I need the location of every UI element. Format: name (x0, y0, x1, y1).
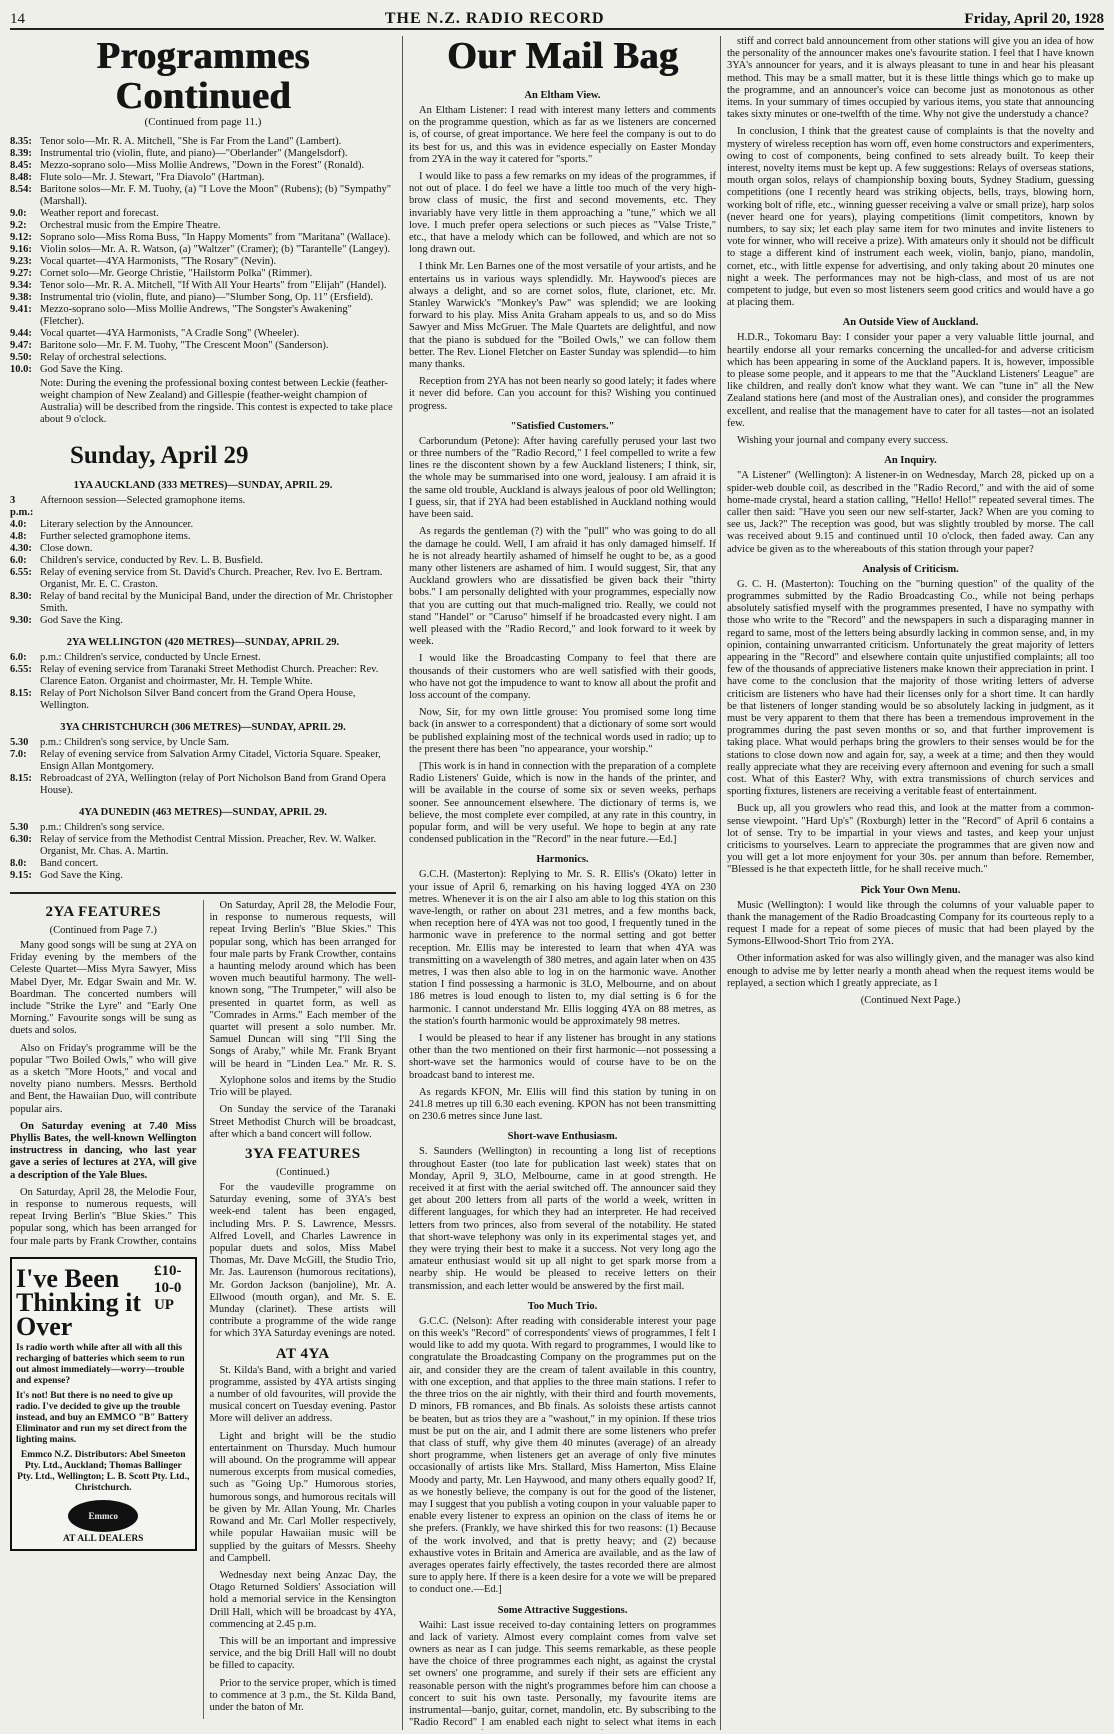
programme-item: Mezzo-soprano solo—Miss Mollie Andrews, "Down in the Forest" (Ronald). (40, 160, 365, 171)
programme-time: 9.38: (10, 292, 32, 303)
programme-row (10, 531, 396, 543)
letter-paragraph: As regards KFON, Mr. Ellis will find this station by tuning in on 241.8 metres up till 6.30 each evening. KPON has not been transmitting on 230.6 metres since June last. (409, 1086, 716, 1123)
programme-time: 9.0: (10, 208, 27, 219)
programme-item: Further selected gramophone items. (40, 531, 191, 542)
letter-heading: Some Attractive Suggestions. (497, 1604, 628, 1616)
programme-row (10, 304, 396, 328)
programme-item: Close down. (40, 543, 93, 554)
station-heading: 3YA CHRISTCHURCH (306 METRES)—SUNDAY, APRIL 29. (60, 722, 346, 733)
programmes-continued: (Continued from page 11.) (144, 116, 262, 128)
letter-paragraph: Other information asked for was also willingly given, and the manager was also kind enough to advise me by letter nearly a month ahead when the request items would be replayed, a section which I greatly appreciate, as I (727, 953, 1094, 989)
programme-time: 8.0: (10, 858, 27, 869)
letter-paragraph: [This work is in hand in connection with the preparation of a complete Radio Listeners' Guide, which is now in the hands of the printer, and will be available in the course of some six or seven weeks, perhaps sooner. See announcement elsewhere. The dictionary of terms is, we believe, the most complete ever compiled, at any rate in this country, in popular form, and will be very useful. We hope to begin at any rate condensed publication in the "Record" in the near future.—Ed.] (409, 760, 716, 846)
programme-time: 10.0: (10, 364, 32, 375)
programmes-column (10, 36, 396, 1730)
programme-item: Cornet solo—Mr. George Christie, "Hailstorm Polka" (Rimmer). (40, 268, 313, 279)
programme-item: Tenor solo—Mr. R. A. Mitchell, "If With All Your Hearts" from "Elijah" (Handel). (40, 280, 387, 291)
station-heading: 1YA AUCKLAND (333 METRES)—SUNDAY, APRIL 29. (73, 480, 333, 491)
programme-row (10, 256, 396, 268)
programme-item: Relay of orchestral selections. (40, 352, 167, 363)
page-number: 14 (10, 11, 25, 27)
programme-row (10, 543, 396, 555)
letter-paragraph: In conclusion, I think that the greatest cause of complaints is that the novelty and mystery of wireless reception has worn off, even home constructors and experimenters, owing to cost of components, being confined to sets already built. To keep their interest, novelty items must be kept up. A few suggestions: Relays of overseas stations, mouth organ solos, relays of championship boxing bouts, Sydney Stadium, guessing competitions (one I recently heard was striking objects, bells, trays, blowing horn, working bolt of rifle, etc., winning guesser receiving a valve or small prize), harp solos (never heard one for years), playing competitions (limit competitors, known by numbers, to say six; let each play same item for two minutes and invite listeners to vote for winner, who will receive a prize). With amateurs only it should not be difficult to stage a different kind of instrument each week, violin, banjo, piano, mandolin, cornet, etc., with little expense for advertising, and only taking about 20 minutes one night a week. The performances may not be high-class, and most of us are not competent to judge, but even so most listeners seem good critics and would have a go at placing them. (727, 126, 1094, 309)
letter-paragraph: G.C.C. (Nelson): After reading with considerable interest your page on this week's "Record" of correspondents' views of programmes, I felt I would like to add my quota. With regard to programmes, I would like to congratulate the Broadcasting Company on the programmes put on the air, and consider they are the cream of talent available in this country, with one exception, and that applies to the three main stations. I refer to the three trios on the air nightly, with their third and fourth movements, D minors, FB romances, and Bb finals. As soloists these artists cannot be beaten, but as trios they are a "washout," in my opinion. If these trios must be put on the air, and I admit there are some listeners who prefer that class of stuff, why give them 40 minutes (average) of an already short programme, when listeners get an average of only five minutes occasionally of artists like Mrs. Stallard, Miss Hamerton, Miss Elaine Moody and party, Mr. Len Haywood, and many others equally good? If, as we honestly believe, the company is out for the good of the listener, may I suggest that you publish a voting coupon in your valuable paper to enable every listener to express an opinion on the class of items he or she prefers. (Frankly, we have shirked this for two reasons: (1) Because of the work involved, and that is pretty heavy; and (2) because exhaustive votes in Britain and America are available, and as the law of averages operates fairly effectively, the tastes recorded there are almost sure to apply here. If there is a keen desire for a vote we will be prepared to conduct one.—Ed.] (409, 1315, 716, 1596)
station-programme (10, 822, 396, 882)
mailbag-column-2 (720, 36, 1094, 1730)
programme-row (10, 244, 396, 256)
saturday-programme (10, 136, 396, 376)
station-programme (10, 652, 396, 712)
programme-row (10, 208, 396, 220)
programme-item: Weather report and forecast. (40, 208, 159, 219)
letter-paragraph: Reception from 2YA has not been nearly so good lately; it fades where it never did before. Can you account for this? Wishing you continued progress. (409, 376, 716, 412)
programme-item: Relay of evening service from Taranaki Street Methodist Church. Preacher: Rev. Clarence Eaton. Organist and choirmaster, Mr. H. Temple White. (40, 664, 379, 687)
programme-time: 4.30: (10, 543, 32, 554)
letter-paragraph: Wishing your journal and company every success. (737, 435, 948, 447)
paragraph: On Saturday, April 28, the Melodie Four, in response to numerous requests, will repeat Irving Berlin's "Blue Skies." This popular song, which has been arranged for four male parts by Frank Crowther, contains a haunting melody around which has been woven much beautiful harmony. The well-known song, "The Trumpeter," will also be presented in quartet form, as well as "Comrades in Arms." Each member of the quartet will present a solo number. Mr. Samuel Duncan will sing "I'll Sing the Songs of Araby," while Mr. Frank Bryant will be heard in "Linden Lea." Mr. R. S. (209, 900, 396, 1070)
programme-item: p.m.: Children's song service, by Uncle Sam. (40, 737, 230, 748)
paragraph: Prior to the service proper, which is timed to commence at 3 p.m., the St. Kilda Band, under the baton of Mr. (209, 1677, 396, 1713)
advert-distributors: Emmco N.Z. Distributors: Abel Smeeton Pty. Ltd., Auckland; Thomas Ballinger Pty. Ltd., Wellington; L. B. Scott Pty. Ltd., Christchurch. (17, 1449, 190, 1493)
letter-heading: Pick Your Own Menu. (860, 884, 961, 896)
programme-time: 4.0: (10, 519, 27, 530)
paragraph: For the vaudeville programme on Saturday evening, some of 3YA's best week-end talent has been engaged, including Mrs. P. S. Lawrence, Messrs. Alfred Lovell, and Charles Lawrence in popular duets and solos, Miss Mabel Thomas, Mr. Dave McGill, the Studio Trio, Mr. Jas. Laurenson (humorous recitations), Mr. Gordon Jackson (banjoline), Mr. A. Ellwood (mouth organ), and Mr. S. E. Munday (clarinet). These artists will contribute a programme of the wide range for which 3YA Saturday evenings are noted. (209, 1182, 396, 1340)
at-4ya-title: AT 4YA (275, 1345, 330, 1362)
programme-row (10, 364, 396, 376)
mailbag-column-1 (402, 36, 716, 1730)
programme-item: Vocal quartet—4YA Harmonists, "A Cradle Song" (Wheeler). (40, 328, 300, 339)
programme-time: 4.8: (10, 531, 27, 542)
programme-item: Literary selection by the Announcer. (40, 519, 194, 530)
advert-title: I've Been Thinking it Over (16, 1263, 142, 1341)
letter-paragraph: I would like the Broadcasting Company to feel that there are thousands of their customers who are well satisfied with their goods, who have not got the impudence to want to know all about the profit and loss account of the company. (409, 653, 716, 701)
programme-time: 9.30: (10, 615, 32, 626)
letter-heading: Analysis of Criticism. (862, 563, 959, 575)
programme-time: 9.41: (10, 304, 32, 315)
programme-item: Band concert. (40, 858, 99, 869)
programme-item: Flute solo—Mr. J. Stewart, "Fra Diavolo" (Hartman). (40, 172, 265, 183)
programme-item: Mezzo-soprano solo—Miss Mollie Andrews, "The Songster's Awakening" (Fletcher). (40, 304, 352, 327)
programme-row (10, 148, 396, 160)
letter-paragraph: I would be pleased to hear if any listener has brought in any stations other than the two mentioned on their first harmonic—not possessing a short-wave set the harmonics would of course have to be on the broadcast band to interest me. (409, 1033, 716, 1081)
letter-heading: An Inquiry. (884, 455, 937, 467)
programmes-title: Programmes Continued (96, 36, 310, 117)
programme-row (10, 280, 396, 292)
features-2ya-title: 2YA FEATURES (45, 904, 162, 920)
programme-row (10, 184, 396, 208)
mailbag-title: Our Mail Bag (446, 36, 679, 77)
programme-row (10, 495, 396, 519)
programme-row (10, 220, 396, 232)
programme-item: Orchestral music from the Empire Theatre. (40, 220, 221, 231)
letter-paragraph: Music (Wellington): I would like through the columns of your valuable paper to thank the management of the Radio Broadcasting Company for its courteous reply to a request I made for a repeat of some pieces of music that had been played by the Symons-Ellwood-Short Trio from 2YA. (727, 899, 1094, 948)
letter-paragraph: Waihi: Last issue received to-day containing letters on programmes and lack of variety. Almost every complaint comes from valve set owners as near as I can judge. This seems remarkable, as these people have the choice of three programmes each night, as against the crystal set owners' one programme, and surely if their sets are efficient any reasonable person with the night's programmes before him can choose a concert to suit his own taste. Personally, my favourite items are instrumental—banjo, guitar, cornet, mandolin, etc. By subscribing to the "Radio Record" I am enabled each night to select what items in each (409, 1619, 716, 1729)
programme-time: 6.0: (10, 652, 27, 663)
letter-paragraph: Carborundum (Petone): After having carefully perused your last two or three numbers of the "Radio Record," I feel compelled to write a few lines re the discontent shown by a few Auckland listeners; I think, sir, the whole may be summarised into one word, jealousy. I am afraid it is the same old trouble, Auckland is always jealous of poor old Wellington; I guess, sir, that if 2YA had been established in Auckland nothing would have been said. (409, 435, 716, 521)
paragraph: Light and bright will be the studio entertainment on Thursday. Much humour will abound. On the programme will appear numerous excerpts from musical comedies, such as "Going Up." Humorous stories, humorous songs, and humorous recitals will be given by Mr. Allan Young, Mr. Charles Rowand and Mr. Carl Moller respectively, while popular Hawaiian music will be supplied by the guitars of Messrs. Sheehy and Campbell. (209, 1430, 396, 1564)
programme-item: Baritone solo—Mr. F. M. Tuohy, "The Crescent Moon" (Sanderson). (40, 340, 329, 351)
programme-item: Vocal quartet—4YA Harmonists, "The Rosary" (Nevin). (40, 256, 277, 267)
letter-paragraph: stiff and correct bald announcement from other stations will give you an idea of how the personality of the announcer makes one's favourite station. I feel that I have known 3YA's announcer for years, and it is always pleasant to tune in and hear his pleasant method. This may be a small matter, but it is these little things which go to make up the programme, and an announcer's voice can become just as monotonous as other items. In your summary of times occupied by various items, you state that announcing takes sixty minutes or one-twelfth of the time. Why not give the understudy a chance? (727, 36, 1094, 121)
emmco-advert (10, 1257, 197, 1551)
features-area (10, 900, 396, 1719)
programme-item: Soprano solo—Miss Roma Buss, "In Happy Moments" from "Maritana" (Wallace). (40, 232, 391, 243)
letter-heading: Harmonics. (536, 854, 589, 866)
paragraph: Xylophone solos and items by the Studio Trio will be played. (209, 1075, 396, 1099)
advert-price: £10-10-0 UP (153, 1262, 182, 1313)
programme-item: p.m.: Children's service, conducted by Uncle Ernest. (40, 652, 261, 663)
letter-heading: Short-wave Enthusiasm. (507, 1131, 618, 1143)
programme-time: 9.34: (10, 280, 32, 291)
programme-time: 8.30: (10, 591, 32, 602)
programme-row (10, 172, 396, 184)
programme-row (10, 615, 396, 627)
programme-item: Children's service, conducted by Rev. L. B. Busfield. (40, 555, 263, 566)
programme-item: Relay of band recital by the Municipal Band, under the direction of Mr. Christopher Smith. (40, 591, 393, 614)
programme-time: 8.39: (10, 148, 32, 159)
programme-row (10, 232, 396, 244)
station-programme (10, 737, 396, 797)
programme-time: 9.16: (10, 244, 32, 255)
letter-paragraph: H.D.R., Tokomaru Bay: I consider your paper a very valuable little journal, and heartily endorse all your remarks concerning the uncalled-for and adverse criticism which has been appearing in some of the Auckland papers. It is, however, impossible to please some people, and it appears to me that the "Auckland Listeners' League" are like children, and really don't know what they want. We can "tune in" all the New Zealand stations here (and most of the Australian ones), and consider the programmes excellent, and realise that the management have to cater for all tastes—not an isolated few. (727, 332, 1094, 429)
paragraph: On Saturday, April 28, the Melodie Four, in response to numerous requests, will repeat Irving Berlin's "Blue Skies." This popular song, which has been arranged for four male parts by Frank Crowther, contains (10, 1186, 197, 1247)
letter-paragraph: G. C. H. (Masterton): Touching on the "burning question" of the quality of the programmes submitted by the Radio Broadcasting Co., while not being perhaps absolutely satisfied myself with the programmes presented, I have no sympathy with those who write to the "Record" and the newspapers in such a disparaging manner in regard to same, most of the letters being absurdly lacking in common sense, and, in my opinion, containing unwarranted criticism. Unfortunately the great majority of letters appearing in the "Record" and elsewhere contain quite unjustified complaints; all too few of the thousands of appreciative listeners make known their appreciation in print. I have come to the conclusion that the majority of those writing letters of adverse criticism are listeners who have had their licenses only for a short time. It can hardly be that listeners of longer standing would be so absolutely lacking in judgment, as it must be very apparent to them that there has been a tremendous improvement in the programmes during the past seven months or so, and that further improvement is taking place. What would perhaps bring the growlers to their senses would be for the stations to close down now and again for, say, a week at a time; and then they would really appreciate what they are receiving every afternoon and evening for such a small cost. What of this Easter? Why, with extra transmissions of church services and sporting fixtures, listeners are receiving a veritable feast of entertainment. (727, 578, 1094, 798)
sunday-title: Sunday, April 29 (70, 442, 249, 469)
programme-time: 5.30 (10, 822, 29, 833)
advert-dealers: AT ALL DEALERS (63, 1533, 144, 1544)
programme-row (10, 268, 396, 280)
letter-heading: "Satisfied Customers." (510, 420, 615, 432)
continued-next-page: (Continued Next Page.) (860, 995, 961, 1007)
programme-row (10, 664, 396, 688)
programme-row (10, 652, 396, 664)
mailbag-letters-continued (727, 36, 1094, 990)
letter-paragraph: G.C.H. (Masterton): Replying to Mr. S. R. Ellis's (Okato) letter in your issue of April 6, remarking on his having logged 4YA on 230 metres. Whenever it is on the air I also am able to log this station on this wave-length, or rather on about 231 metres, and a few months back, when reception here of 4YA was not too good, I frequently tuned in the harmonic wave in preference to the normal setting and got better reception. Mr. Ellis may be interested to learn that when 4YA was transmitting on a wavelength of 380 metres, and again later when on 435 metres, I was then also able to log in on the harmonic wave. Another station I find possessing a harmonic is 3LO, Melbourne, and on about 186 metres is loud enough to listen to, my dial setting is 6 for the harmonic. I cannot understand Mr. Ellis logging 4YA on 88 metres, as the station's fourth harmonic would be approximately 98 metres. (409, 869, 716, 1027)
paragraph: This will be an important and impressive service, and the big Drill Hall will no doubt be filled to capacity. (209, 1635, 396, 1672)
letter-paragraph: I think Mr. Len Barnes one of the most versatile of your artists, and he entertains us in various ways splendidly. Mr. Haywood's pieces are always a delight, and so are cornet solos, flute, clarionet, etc. Mr. Stanley Warwick's "Monkey's Paw" was splendid; we are looking forward to his play. Miss Anita Graham appeals to us, and so do Miss Sawyer and Miss McGruer. The Male Quartets are delightful, and now that the piano is subdued for the "Boiled Owls," we can follow them better. The Rev. Lionel Fletcher on Easter Sunday was splendid—to him many thanks. (409, 261, 716, 371)
masthead: THE N.Z. RADIO RECORD (384, 10, 605, 27)
section-divider (10, 892, 396, 894)
programme-row (10, 340, 396, 352)
features-3ya-title: 3YA FEATURES (244, 1146, 361, 1163)
programme-time: 8.48: (10, 172, 32, 183)
programme-row (10, 352, 396, 364)
programme-time: 8.35: (10, 136, 32, 147)
programme-row (10, 292, 396, 304)
features-2ya-continued: (Continued from Page 7.) (49, 925, 157, 936)
programme-item: God Save the King. (40, 870, 123, 881)
emmco-logo: Emmco (68, 1500, 138, 1532)
letter-paragraph: S. Saunders (Wellington) in recounting a long list of receptions throughout Easter (too late for publication last week) states that on Monday, April 9, 3LO, Melbourne, came in at good strength. He received it at first with the aerial switched off. The announcer said they get about 200 letters from all parts of the world a week, written in different languages, for which they had an interpreter. He had received letters from two princes, also from several of the notability. He stated that short-wave telephony was only in its experimental stages yet, and they were trying their best to make it a success. Not very long ago the amateur enthusiast would sit up all night to get spark morse from a nearby ship. He would be pleased to receive letters on their transmission, and each letter would be answered by the first mail. (409, 1146, 716, 1292)
programme-item: Relay of service from the Methodist Central Mission. Preacher, Rev. W. Walker. Organist, Mr. Chas. A. Martin. (40, 834, 377, 857)
features-right (203, 900, 397, 1719)
letter-heading: Too Much Trio. (527, 1300, 598, 1312)
programme-time: 6.0: (10, 555, 27, 566)
programme-item: Violin solos—Mr. A. R. Watson, (a) "Waltzer" (Cramer); (b) "Tarantelle" (Langey). (40, 244, 391, 255)
programme-time: 9.15: (10, 870, 32, 881)
programme-time: 8.45: (10, 160, 32, 171)
letter-heading: An Eltham View. (524, 90, 601, 101)
programme-time: 8.15: (10, 688, 32, 699)
letter-paragraph: Now, Sir, for my own little grouse: You promised some long time back (in answer to a correspondent) that a dictionary of some sort would be published explaining most of the technical words used in radio; up to the present there has been "no appearance, your worship." (409, 707, 716, 755)
station-heading: 4YA DUNEDIN (463 METRES)—SUNDAY, APRIL 29. (79, 807, 327, 818)
programme-item: Tenor solo—Mr. R. A. Mitchell, "She is Far From the Land" (Lambert). (40, 136, 342, 147)
programme-time: 9.50: (10, 352, 32, 363)
programme-row (10, 591, 396, 615)
letter-paragraph: Buck up, all you growlers who read this, and look at the matter from a common-sense viewpoint. "Hard Up's" (Roxburgh) letter in the "Record" of April 6 contains a lot of sense. Try to be impartial in your views and tastes, and keep your unjust criticisms to yourselves. Learn to appreciate the programmes that are given now and you will get a lot more enjoyment for your 30s. per annum than before. Remember, "Blessed is he that expecteth little, for he shall receive much." (727, 803, 1094, 876)
bold-paragraph: On Saturday evening at 7.40 Miss Phyllis Bates, the well-known Wellington instructress in dancing, who last year gave a series of lectures at 2YA, will give a description of the Yale Blues. (10, 1120, 197, 1181)
advert-body-2: It's not! But there is no need to give up radio. I've decided to give up the trouble instead, and buy an EMMCO "B" Battery Eliminator and run my set direct from the lighting mains. (16, 1390, 189, 1445)
features-left (10, 900, 197, 1719)
programme-time: 5.30 (10, 737, 29, 748)
sunday-stations (10, 480, 396, 882)
paragraph: On Sunday the service of the Taranaki Street Methodist Church will be broadcast, after which a band concert will follow. (209, 1104, 396, 1140)
programme-time: 3 p.m.: (10, 495, 34, 518)
programme-item: Relay of evening service from St. David's Church. Preacher, Rev. Ivo E. Bertram. Organist, Mr. E. C. Craston. (40, 567, 383, 590)
page-header (10, 4, 1104, 30)
programme-row (10, 822, 396, 834)
letter-paragraph: As regards the gentleman (?) with the "pull" who was going to do all the damage he could. Well, I am afraid it has only damaged himself. If he is not already heartily ashamed of himself he ought to be, as a good many other listeners are ashamed of him. I would suggest, Sir, that any Auckland growlers who are dissatisfied be given back their "thirty bobs." I am personally delighted with your programmes, especially now that you are cutting out that much-maligned trio. Really, we could not stand "Handel" or "Caruso" himself if he broadcasted every night. I am well pleased with the "Radio Record," and look forward to it week by week. (409, 526, 716, 648)
programme-row (10, 834, 396, 858)
programme-row (10, 773, 396, 797)
programme-item: God Save the King. (40, 615, 123, 626)
paragraph: Wednesday next being Anzac Day, the Otago Returned Soldiers' Association will hold a memorial service in the Kensington Drill Hall, which will be broadcast by 4YA, commencing at 2.45 p.m. (209, 1569, 396, 1630)
programme-time: 8.54: (10, 184, 32, 195)
programme-item: Afternoon session—Selected gramophone items. (40, 495, 246, 506)
programme-item: Instrumental trio (violin, flute, and piano)—"Slumber Song, Op. 11" (Ersfield). (40, 292, 374, 303)
issue-date: Friday, April 20, 1928 (964, 11, 1104, 27)
programme-item: Rebroadcast of 2YA, Wellington (relay of Port Nicholson Band from Grand Opera House). (40, 773, 386, 796)
features-3ya-continued: (Continued.) (276, 1167, 330, 1179)
programme-time: 9.12: (10, 232, 32, 243)
programme-item: p.m.: Children's song service. (40, 822, 165, 833)
programme-time: 9.27: (10, 268, 32, 279)
programme-row (10, 160, 396, 172)
station-heading: 2YA WELLINGTON (420 METRES)—SUNDAY, APRIL 29. (66, 637, 340, 648)
programme-item: Relay of evening service from Salvation Army Citadel, Victoria Square. Speaker, Ensign Allan Montgomery. (40, 749, 381, 772)
programme-row (10, 688, 396, 712)
programme-time: 9.44: (10, 328, 32, 339)
programme-time: 6.30: (10, 834, 32, 845)
programme-row (10, 567, 396, 591)
programme-time: 6.55: (10, 664, 32, 675)
programme-time: 6.55: (10, 567, 32, 578)
programme-item: God Save the King. (40, 364, 123, 375)
paragraph: Many good songs will be sung at 2YA on Friday evening by the members of the Celeste Quartet—Miss Myra Sawyer, Miss Mabel Dyer, Mr. Edgar Swain and Mr. W. Boardman. The concerted numbers will include "Strike the Lyre" and "Early One Morning." Favourite songs will be sung as duets and solos. (10, 940, 197, 1037)
station-programme (10, 495, 396, 627)
programme-time: 7.0: (10, 749, 27, 760)
programme-row (10, 858, 396, 870)
programme-time: 9.2: (10, 220, 27, 231)
letter-paragraph: "A Listener" (Wellington): A listener-in on Wednesday, March 28, picked up on a spider-web double coil, as described in the "Radio Record," and with the aid of some home-made crystal, heard a station calling, "Hello! Hello!" repeated several times. The caller then said: "Have you seen our new self-starter, Jack? When are you coming to see us, Jack?" The reception was good, but was slightly troubled by morse. The call was received about 9.15 and continued until 10 o'clock, then faded away. Can any advice be given as to the whereabouts of this station through your paper? (727, 470, 1094, 555)
programme-row (10, 870, 396, 882)
mailbag-letters (409, 90, 716, 1730)
programme-row (10, 519, 396, 531)
programme-time: 9.23: (10, 256, 32, 267)
programme-row (10, 737, 396, 749)
programme-item: Relay of Port Nicholson Silver Band concert from the Grand Opera House, Wellington. (40, 688, 356, 711)
programme-item: Instrumental trio (violin, flute, and piano)—"Oberlander" (Mangelsdorf). (40, 148, 348, 159)
letter-heading: An Outside View of Auckland. (842, 317, 979, 329)
paragraph: St. Kilda's Band, with a bright and varied programme, assisted by 4YA artists singing a number of old favourites, will provide the musical concert on Tuesday evening. Pastor More will deliver an address. (209, 1364, 396, 1425)
letter-paragraph: An Eltham Listener: I read with interest many letters and comments on the programme question, which as far as we listeners are concerned is, of course, of great importance. We here feel the company is out to do its best for us, and this was in evidence especially on Easter Monday from 2YA in the way it catered for "sports." (409, 105, 716, 165)
programme-item: Baritone solos—Mr. F. M. Tuohy, (a) "I Love the Moon" (Rubens); (b) "Sympathy" (Marshall). (40, 184, 392, 207)
programme-row (10, 749, 396, 773)
programme-time: 8.15: (10, 773, 32, 784)
programme-row (10, 328, 396, 340)
programme-time: 9.47: (10, 340, 32, 351)
letter-paragraph: I would like to pass a few remarks on my ideas of the programmes, if not out of place. I do feel we have a little too much of the very high-brow class of music, the first and second movements, etc. They invariably have very little in them approaching a "tune," which we all love. I much prefer opera selections or such pieces as "Valse Triste," etc., that have a melody which can be followed, and which are not so long drawn out. (409, 171, 716, 256)
programme-row (10, 136, 396, 148)
paragraph: Also on Friday's programme will be the popular "Two Boiled Owls," who will give as a sketch "More Hoots," and vocal and novelty piano numbers. Messrs. Berthold and Bent, the Hawaiian Duo, will contribute popular airs. (10, 1042, 197, 1115)
advert-body: Is radio worth while after all with all this recharging of batteries which seem to run out almost immediately—worry—trouble and expense? (16, 1342, 185, 1386)
saturday-note: Note: During the evening the professional boxing contest between Leckie (feather-weight champion of New Zealand) and Gillespie (feather-weight champion of Australia) will be described from the ringside. This contest is expected to take place about 9 o'clock. (40, 378, 393, 425)
programme-row (10, 555, 396, 567)
